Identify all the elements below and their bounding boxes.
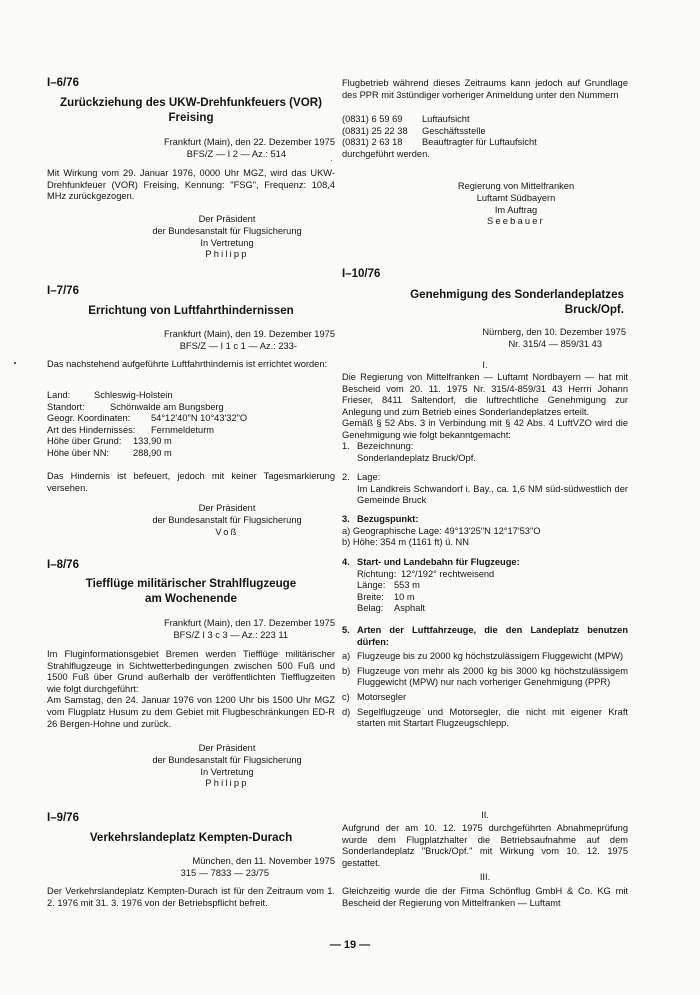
phone-row: (0831) 25 22 38 Geschäftsstelle bbox=[342, 125, 486, 136]
section-body: Der Verkehrslandeplatz Kempten-Durach ist für den Zeitraum vom 1. 2. 1976 mit 31. 3. 1976 von der Betriebspflicht befreit. bbox=[47, 886, 335, 908]
section-body: Gemäß § 52 Abs. 3 in Verbindung mit § 42 Abs. 4 LuftVZO wird die Genehmigung wie folgt bekanntgemacht: bbox=[342, 418, 628, 440]
item-2: 2. Lage: Im Landkreis Schwandorf i. Bay., ca. 1,6 NM süd-südwestlich der Gemeinde Bruck bbox=[342, 472, 628, 506]
section-title: Zurückziehung des UKW-Drehfunkfeuers (VOR) Freising bbox=[60, 96, 322, 124]
field-row: Standort: Schönwalde am Bungsberg bbox=[47, 401, 224, 412]
section-number: I–9/76 bbox=[47, 812, 79, 824]
dateline: München, den 11. November 1975 315 — 7833 — 23/75 bbox=[180, 856, 335, 878]
field-row: Höhe über Grund: 133,90 m bbox=[47, 436, 172, 447]
section-body: Gleichzeitig wurde die der Firma Schönflug GmbH & Co. KG mit Bescheid der Regierung von Mittelfranken — Luftamt bbox=[342, 886, 628, 908]
item-3: 3. Bezugspunkt: a) Geographische Lage: 49°13'25"N 12°17'53"O b) Höhe: 354 m (1161 ft) ü. NN bbox=[342, 514, 541, 548]
signature-block: Regierung von Mittelfranken Luftamt Südbayern Im Auftrag Seebauer bbox=[457, 181, 575, 227]
section-number: I–7/76 bbox=[47, 285, 79, 297]
stray-dot: · bbox=[330, 156, 333, 165]
signature-block: Der Präsident der Bundesanstalt für Flugsicherung Voß bbox=[152, 503, 302, 537]
section-body: Flugbetrieb während dieses Zeitraums kann jedoch auf Grundlage des PPR mit 3stündiger vorheriger Anmeldung unter den Nummern bbox=[342, 78, 628, 100]
section-body: Das Hindernis ist befeuert, jedoch mit keiner Tagesmarkierung versehen. bbox=[47, 471, 335, 493]
dateline: Nürnberg, den 10. Dezember 1975 Nr. 315/4 — 859/31 43 bbox=[482, 327, 626, 349]
phone-row: (0831) 6 59 69 Luftaufsicht bbox=[342, 114, 470, 124]
item-5: 5. Arten der Luftfahrzeuge, die den Landeplatz benutzen dürfen: a) Flugzeuge bis zu 2000 kg höchstzulässigem Fluggewicht (MPW) b) Flugzeuge von mehr als 2000 kg bis 3000 kg höchstzulässigem Fluggewicht (MPW) nur nach vorheriger Genehmigung (PPR) c) Motorsegler d) Segelflugzeuge und Motorsegler, die nicht mit eigener Kraft starten mit Startart Flugzeugschlepp. bbox=[342, 625, 628, 729]
margin-mark bbox=[14, 362, 16, 364]
signature-block: Der Präsident der Bundesanstalt für Flugsicherung In Vertretung Philipp bbox=[152, 214, 302, 260]
obstacle-fields bbox=[47, 390, 335, 460]
field-row: Geogr. Koordinaten: 54°12'40"N 10°43'32"O bbox=[47, 413, 248, 424]
item-1: 1. Bezeichnung: Sonderlandeplatz Bruck/Opf. bbox=[342, 441, 476, 463]
field-row: Art des Hindernisses: Fernmeldeturm bbox=[47, 424, 215, 435]
section-body: Aufgrund der am 10. 12. 1975 durchgeführten Abnahmeprüfung wurde dem Flugplatzhalter die Betriebsaufnahme auf dem Sonderlandeplatz "Bruck/Opf." mit Wirkung vom 10. 12. 1975 gestattet. bbox=[342, 823, 628, 868]
page-number: — 19 — bbox=[329, 939, 371, 951]
phone-row: (0831) 2 63 18 Beauftragter für Luftaufsicht bbox=[342, 137, 537, 148]
phone-list: (0831) 6 59 69 Luftaufsicht (0831) 25 22 38 Geschäftsstelle (0831) 2 63 18 Beauftragter für Luftaufsicht durchgeführt werden. bbox=[342, 114, 628, 160]
section-body: Mit Wirkung vom 29. Januar 1976, 0000 Uhr MGZ, wird das UKW-Drehfunkfeuer (VOR) Freising, Kennung: "FSG", Frequenz: 108,4 MHz zurückgezogen. bbox=[47, 168, 335, 202]
section-title: Tiefflüge militärischer Strahlflugzeuge am Wochenende bbox=[85, 577, 297, 605]
section-number: I–6/76 bbox=[47, 77, 79, 89]
section-body: Im Fluginformationsgebiet Bremen werden Tiefflüge militärischer Strahlflugzeuge in Sichtwetterbedingungen zwischen 500 Fuß und 1500 Fuß über Grund außerhalb der veröffentlichten Tiefflugzeiten wie folgt durchgeführt: Am Samstag, den 24. Januar 1976 von 1200 Uhr bis 1500 Uhr MGZ vom Flugplatz Husum zu dem Gebiet mit Flugbeschränkungen ED-R 26 Bergen-Hohne und zurück. bbox=[47, 649, 335, 729]
section-title: Verkehrslandeplatz Kempten-Durach bbox=[89, 831, 293, 844]
roman-heading: III. bbox=[479, 872, 491, 882]
field-row: Land: Schleswig-Holstein bbox=[47, 390, 173, 400]
section-number: I–8/76 bbox=[47, 559, 79, 571]
section-body: Die Regierung von Mittelfranken — Luftamt Nordbayern — hat mit Bescheid vom 20. 11. 1975 Nr. 315/4-859/31 43 Herrn Johann Frieser, 8411 Saltendorf, die luftrechtliche Genehmigung zur Anlegung und zum Betrieb eines Sonderlandeplatzes erteilt. bbox=[342, 372, 628, 417]
dateline: Frankfurt (Main), den 22. Dezember 1975 BFS/Z — I 2 — Az.: 514 bbox=[163, 137, 335, 159]
section-title: Errichtung von Luftfahrthindernissen bbox=[88, 304, 294, 317]
roman-heading: II. bbox=[481, 810, 489, 820]
section-number: I–10/76 bbox=[342, 268, 381, 280]
item-4: 4. Start- und Landebahn für Flugzeuge: Richtung: 12°/192° rechtweisend Länge: 553 m Breite: 10 m Belag: Asphalt bbox=[342, 557, 520, 614]
field-row: Höhe über NN: 288,90 m bbox=[47, 447, 172, 458]
section-title: Genehmigung des Sonderlandeplatzes Bruck/Opf. bbox=[410, 288, 624, 316]
section-body: Das nachstehend aufgeführte Luftfahrthindernis ist errichtet worden: bbox=[47, 359, 328, 369]
dateline: Frankfurt (Main), den 19. Dezember 1975 BFS/Z — I 1 c 1 — Az.: 233- bbox=[163, 329, 335, 351]
signature-block: Der Präsident der Bundesanstalt für Flugsicherung In Vertretung Philipp bbox=[152, 743, 302, 789]
dateline: Frankfurt (Main), den 17. Dezember 1975 BFS/Z I 3 c 3 — Az.: 223 11 bbox=[163, 618, 335, 640]
roman-heading: I. bbox=[482, 360, 488, 370]
